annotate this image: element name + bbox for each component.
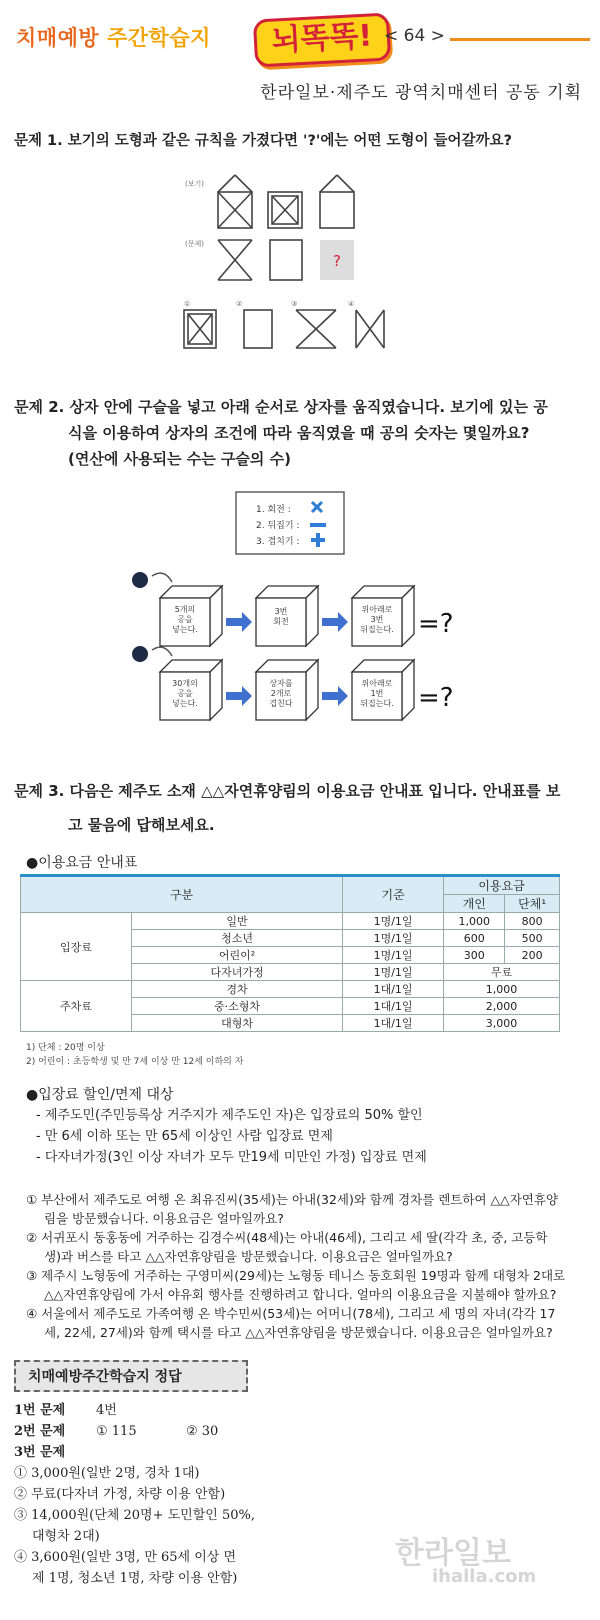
cell: 1대/1일	[343, 1015, 444, 1032]
cell: 일반	[132, 913, 343, 930]
box-2a-line1: 30개의	[172, 679, 198, 688]
choice-label-3: ③	[291, 300, 298, 308]
answer-q3-line: ② 무료(다자녀 가정, 차량 이용 안함)	[14, 1487, 226, 1502]
q3-sub-question: △△자연휴양림에 가서 야유회 행사를 진행하려고 합니다. 얼마의 이용요금을 지불해야 할까요?	[44, 1287, 557, 1302]
cell: 1,000	[444, 913, 505, 930]
cell: 200	[505, 947, 560, 964]
arrow-icon	[322, 686, 348, 706]
box-2a-line2: 공을	[177, 689, 193, 698]
box-1b-line1: 3번	[274, 607, 288, 616]
example-shape-2	[268, 192, 302, 228]
q3-sub-question: ② 서귀포시 동홍동에 거주하는 김경수씨(48세)는 아내(46세), 그리고 세 딸(각각 초, 중, 고등학	[26, 1230, 548, 1245]
answer-q3-line: 대형차 2대)	[32, 1529, 100, 1544]
arrow-icon	[322, 612, 348, 632]
box-1c-line1: 위아래로	[361, 605, 393, 614]
box-2c-line1: 위아래로	[361, 679, 393, 688]
th-category: 구분	[21, 876, 343, 913]
cell: 1대/1일	[343, 981, 444, 998]
question-mark: ?	[333, 252, 341, 270]
legend-flip: 2. 뒤집기 :	[256, 521, 300, 531]
answer-q3-line: ④ 3,600원(일반 3명, 만 65세 이상 면	[14, 1550, 237, 1565]
answer-q3-line: 제 1명, 청소년 1명, 차량 이용 안함)	[32, 1571, 238, 1586]
box-1b-line2: 회전	[273, 617, 289, 626]
th-basis: 기준	[343, 876, 444, 913]
choice-label-4: ④	[348, 300, 355, 308]
q3-sub-question: ① 부산에서 제주도로 여행 온 최유진씨(35세)는 아내(32세)와 함께 경차를 렌트하여 △△자연휴양	[26, 1192, 559, 1207]
brand-part-2: 주간학습지	[99, 26, 211, 50]
th-group: 단체¹	[505, 895, 560, 913]
cell: 무료	[444, 964, 560, 981]
cell: 대형차	[132, 1015, 343, 1032]
footnote-2: 2) 어린이 : 초등학생 및 만 7세 이상 만 12세 이하의 자	[26, 1057, 244, 1067]
group-entry: 입장료	[21, 913, 132, 981]
box-2c-line3: 뒤집는다.	[360, 699, 394, 708]
problem-shape-2	[270, 240, 302, 280]
header-rule	[450, 38, 590, 41]
q2-figure	[0, 488, 600, 738]
box-1a-line1: 5개의	[174, 605, 196, 614]
cell: 중·소형차	[132, 998, 343, 1015]
group-parking: 주차료	[21, 981, 132, 1032]
q3-title-line1: 문제 3. 다음은 제주도 소재 △△자연휴양림의 이용요금 안내표 입니다. 안내표를 보	[14, 782, 561, 800]
watermark-url: ihalla.com	[432, 1566, 537, 1587]
q1-title: 문제 1. 보기의 도형과 같은 규칙을 가졌다면 '?'에는 어떤 도형이 들어갈까요?	[14, 133, 512, 149]
box-2a-line3: 넣는다.	[172, 699, 198, 708]
answer-q2-value-a: ① 115	[96, 1424, 137, 1439]
legend-stack: 3. 겹치기 :	[256, 537, 300, 547]
box-1b	[256, 586, 318, 646]
q3-title-line2: 고 물음에 답해보세요.	[68, 816, 215, 834]
table-row	[21, 981, 560, 998]
cell: 1,000	[444, 981, 560, 998]
marble-icon	[132, 572, 148, 588]
q3-sub-question: 세, 22세, 27세)와 함께 택시를 타고 △△자연휴양림을 방문했습니다. 이용요금은 얼마일까요?	[44, 1325, 553, 1340]
q1-label-problem: (문제)	[185, 240, 204, 248]
q3-sub-question: ③ 제주시 노형동에 거주하는 구영미씨(29세)는 노형동 테니스 동호회원 19명과 함께 대형차 2대로	[26, 1268, 566, 1283]
table-row	[21, 913, 560, 930]
fee-table-title: ●이용요금 안내표	[26, 855, 138, 871]
arrow-icon	[226, 686, 252, 706]
cell: 1명/1일	[343, 930, 444, 947]
answer-q3-label: 3번 문제	[14, 1445, 66, 1460]
discount-item: - 다자녀가정(3인 이상 자녀가 모두 만19세 미만인 가정) 입장료 면제	[36, 1150, 427, 1165]
issue-number: < 64 >	[384, 26, 445, 46]
choice-2	[244, 310, 272, 348]
box-2c-line2: 1번	[370, 689, 384, 698]
choice-label-1: ①	[184, 300, 191, 308]
minus-icon	[310, 523, 326, 527]
q2-title-line2: 식을 이용하여 상자의 조건에 따라 움직였을 때 공의 숫자는 몇일까요?	[68, 424, 530, 442]
discount-title: ●입장료 할인/면제 대상	[26, 1087, 174, 1103]
legend-rotate: 1. 회전 :	[256, 505, 291, 515]
fee-table	[20, 874, 560, 1032]
choice-3	[296, 310, 336, 348]
discount-item: - 만 6세 이하 또는 만 65세 이상인 사람 입장료 면제	[36, 1129, 333, 1144]
logo-badge: 뇌똑똑!	[253, 12, 391, 67]
row1-result: =?	[418, 609, 454, 639]
choice-1	[184, 310, 216, 348]
q1-label-example: (보기)	[185, 180, 204, 188]
answer-q1-label: 1번 문제	[14, 1403, 66, 1418]
q2-title-line1: 문제 2. 상자 안에 구슬을 넣고 아래 순서로 상자를 움직였습니다. 보기에 있는 공	[14, 398, 548, 416]
cell: 300	[444, 947, 505, 964]
curve-arrow-icon	[152, 647, 172, 656]
footnote-1: 1) 단체 : 20명 이상	[26, 1043, 105, 1053]
fee-table-wrap	[20, 874, 560, 1032]
example-shape-3	[320, 175, 354, 228]
example-shape-1	[218, 175, 252, 228]
cell: 1명/1일	[343, 964, 444, 981]
box-1c-line2: 3번	[370, 615, 384, 624]
box-1a-line3: 넣는다.	[172, 625, 198, 634]
problem-shape-1	[218, 240, 252, 280]
cell: 600	[444, 930, 505, 947]
brand-title	[16, 22, 211, 52]
arrow-icon	[226, 612, 252, 632]
answer-q3-line: ① 3,000원(일반 2명, 경차 1대)	[14, 1466, 200, 1481]
box-2b-line3: 겹친다	[269, 699, 293, 708]
q1-figure	[0, 170, 600, 370]
box-2b-line1: 상자를	[269, 679, 293, 688]
answer-q2-label: 2번 문제	[14, 1424, 66, 1439]
q3-sub-question: 림을 방문했습니다. 이용요금은 얼마일까요?	[44, 1211, 284, 1226]
choice-4	[356, 310, 384, 348]
q3-sub-question: 생)과 버스를 타고 △△자연휴양림을 방문했습니다. 이용요금은 얼마일까요?	[44, 1249, 453, 1264]
watermark-logo: 한라일보	[395, 1536, 511, 1571]
box-1c-line3: 뒤집는다.	[360, 625, 394, 634]
box-1a-line2: 공을	[177, 615, 193, 624]
box-2b-line2: 2개로	[270, 689, 292, 698]
q2-title-line3: (연산에 사용되는 수는 구슬의 수)	[68, 450, 291, 468]
page-subtitle: 한라일보·제주도 광역치매센터 공동 기획	[260, 83, 582, 103]
curve-arrow-icon	[152, 573, 172, 582]
cell: 청소년	[132, 930, 343, 947]
q3-sub-question: ④ 서울에서 제주도로 가족여행 온 박수민씨(53세)는 어머니(78세), 그리고 세 명의 자녀(각각 17	[26, 1306, 556, 1321]
cell: 어린이²	[132, 947, 343, 964]
row2-result: =?	[418, 683, 454, 713]
marble-icon	[132, 646, 148, 662]
cell: 경차	[132, 981, 343, 998]
brand-part-1: 치매예방	[16, 26, 100, 50]
answer-title: 치매예방주간학습지 정답	[28, 1369, 182, 1385]
cell: 3,000	[444, 1015, 560, 1032]
cell: 800	[505, 913, 560, 930]
th-individual: 개인	[444, 895, 505, 913]
cell: 500	[505, 930, 560, 947]
th-fee: 이용요금	[444, 876, 560, 895]
answer-q2-value-b: ② 30	[186, 1424, 219, 1439]
cell: 1명/1일	[343, 947, 444, 964]
cell: 다자녀가정	[132, 964, 343, 981]
answer-q1-value: 4번	[96, 1403, 117, 1418]
choice-label-2: ②	[236, 300, 243, 308]
cell: 1대/1일	[343, 998, 444, 1015]
discount-item: - 제주도민(주민등록상 거주지가 제주도인 자)은 입장료의 50% 할인	[36, 1108, 423, 1123]
cell: 1명/1일	[343, 913, 444, 930]
cell: 2,000	[444, 998, 560, 1015]
answer-q3-line: ③ 14,000원(단체 20명+ 도민할인 50%,	[14, 1508, 256, 1523]
